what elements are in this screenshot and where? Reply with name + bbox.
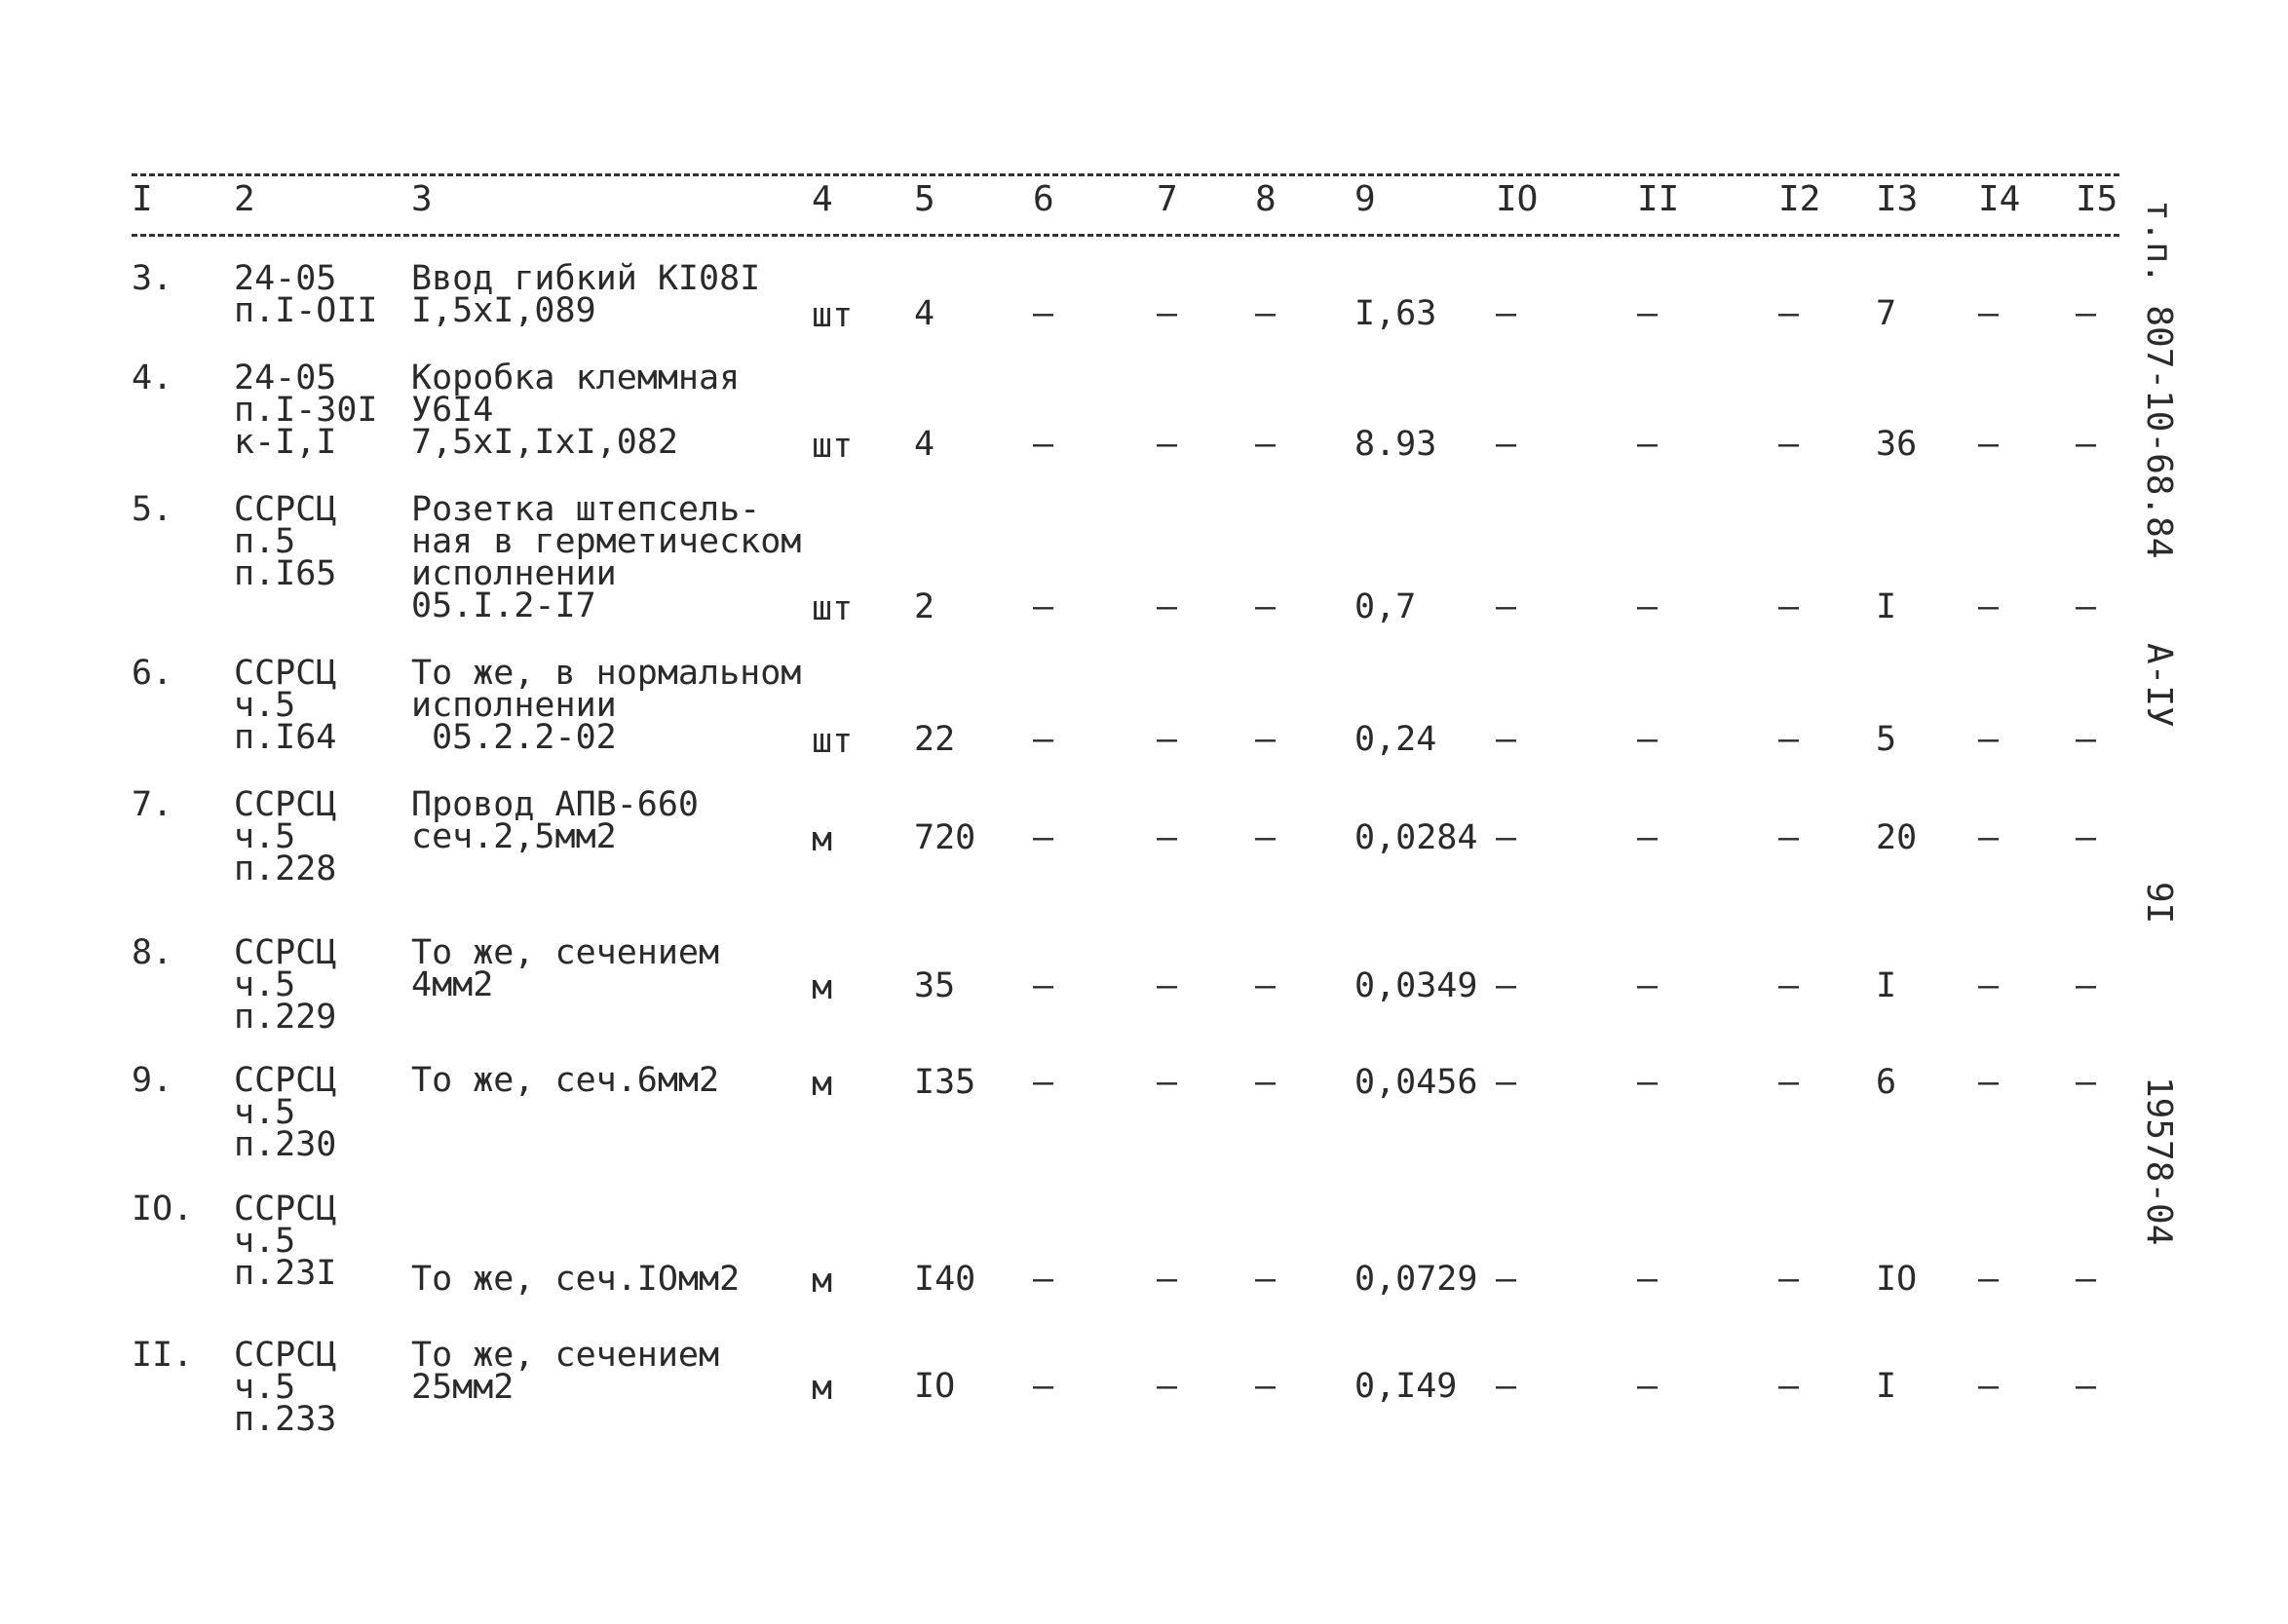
row-col10: – bbox=[1496, 587, 1517, 626]
col-header-6: 6 bbox=[1033, 179, 1054, 219]
row-col11: – bbox=[1637, 294, 1659, 333]
row-col10: – bbox=[1496, 1260, 1517, 1299]
col-header-8: 8 bbox=[1255, 179, 1277, 219]
row-col12: – bbox=[1778, 425, 1800, 464]
row-col7: – bbox=[1157, 818, 1178, 857]
row-quantity: IO bbox=[914, 1367, 956, 1406]
row-col13: 20 bbox=[1876, 818, 1918, 857]
row-col11: – bbox=[1637, 720, 1659, 759]
col-header-14: I4 bbox=[1978, 179, 2021, 219]
row-col12: – bbox=[1778, 1063, 1800, 1102]
row-col12: – bbox=[1778, 587, 1800, 626]
table-top-rule bbox=[132, 173, 2119, 176]
row-col13: 36 bbox=[1876, 425, 1918, 464]
row-col6: – bbox=[1033, 720, 1054, 759]
row-name: То же, сеч.IOмм2 bbox=[411, 1260, 741, 1299]
row-col15: – bbox=[2076, 587, 2097, 626]
row-price: 0,0729 bbox=[1354, 1260, 1478, 1299]
row-col8: – bbox=[1255, 720, 1277, 759]
row-col7: – bbox=[1157, 720, 1178, 759]
row-unit: м bbox=[812, 1369, 833, 1408]
row-col12: – bbox=[1778, 1367, 1800, 1406]
row-col14: – bbox=[1978, 587, 2000, 626]
row-col12: – bbox=[1778, 818, 1800, 857]
row-quantity: 4 bbox=[914, 425, 935, 464]
row-unit: м bbox=[812, 1262, 833, 1301]
row-quantity: 720 bbox=[914, 818, 976, 857]
row-unit: м bbox=[812, 820, 833, 859]
row-quantity: I40 bbox=[914, 1260, 976, 1299]
row-unit: шт bbox=[812, 296, 854, 335]
row-price: 0,0284 bbox=[1354, 818, 1478, 857]
row-col10: – bbox=[1496, 720, 1517, 759]
row-reference: ССРСЦ ч.5 п.229 bbox=[234, 933, 337, 1037]
row-col6: – bbox=[1033, 425, 1054, 464]
row-col12: – bbox=[1778, 720, 1800, 759]
margin-project-code: т.п. 807-10-68.84 bbox=[2139, 200, 2179, 559]
row-number: 7. bbox=[132, 785, 173, 824]
row-col6: – bbox=[1033, 587, 1054, 626]
row-col8: – bbox=[1255, 587, 1277, 626]
row-col14: – bbox=[1978, 818, 2000, 857]
col-header-9: 9 bbox=[1354, 179, 1376, 219]
row-col11: – bbox=[1637, 587, 1659, 626]
row-number: II. bbox=[132, 1336, 194, 1375]
row-unit: шт bbox=[812, 722, 854, 761]
row-price: 0,I49 bbox=[1354, 1367, 1458, 1406]
row-col8: – bbox=[1255, 966, 1277, 1005]
row-quantity: 2 bbox=[914, 587, 935, 626]
row-reference: ССРСЦ ч.5 п.230 bbox=[234, 1061, 337, 1164]
row-number: 4. bbox=[132, 359, 173, 397]
row-reference: ССРСЦ ч.5 п.I64 bbox=[234, 654, 337, 757]
row-unit: шт bbox=[812, 589, 854, 628]
row-col10: – bbox=[1496, 1367, 1517, 1406]
row-col7: – bbox=[1157, 966, 1178, 1005]
row-unit: шт bbox=[812, 427, 854, 466]
col-header-15: I5 bbox=[2076, 179, 2118, 219]
row-reference: ССРСЦ ч.5 п.233 bbox=[234, 1336, 337, 1439]
row-reference: 24-05 п.I-OII bbox=[234, 259, 378, 330]
row-number: IO. bbox=[132, 1190, 194, 1228]
row-col11: – bbox=[1637, 818, 1659, 857]
row-col8: – bbox=[1255, 1260, 1277, 1299]
row-col13: 6 bbox=[1876, 1063, 1897, 1102]
row-col13: I bbox=[1876, 1367, 1897, 1406]
row-col7: – bbox=[1157, 1367, 1178, 1406]
row-col6: – bbox=[1033, 294, 1054, 333]
header-bottom-rule bbox=[132, 234, 2119, 237]
row-col8: – bbox=[1255, 818, 1277, 857]
row-col10: – bbox=[1496, 425, 1517, 464]
row-price: 0,0349 bbox=[1354, 966, 1478, 1005]
row-name: Ввод гибкий KI08I I,5xI,089 bbox=[411, 259, 761, 330]
row-number: 5. bbox=[132, 490, 173, 529]
row-col14: – bbox=[1978, 720, 2000, 759]
col-header-1: I bbox=[132, 179, 153, 219]
col-header-2: 2 bbox=[234, 179, 255, 219]
row-col15: – bbox=[2076, 1260, 2097, 1299]
row-col7: – bbox=[1157, 294, 1178, 333]
row-col7: – bbox=[1157, 1260, 1178, 1299]
row-reference: 24-05 п.I-30I к-I,I bbox=[234, 359, 378, 462]
row-col12: – bbox=[1778, 1260, 1800, 1299]
row-col11: – bbox=[1637, 1367, 1659, 1406]
row-col8: – bbox=[1255, 1063, 1277, 1102]
col-header-4: 4 bbox=[812, 179, 833, 219]
row-col13: I bbox=[1876, 587, 1897, 626]
row-col10: – bbox=[1496, 1063, 1517, 1102]
margin-inventory-number: 19578-04 bbox=[2139, 1076, 2179, 1246]
row-quantity: 22 bbox=[914, 720, 956, 759]
row-col10: – bbox=[1496, 818, 1517, 857]
col-header-5: 5 bbox=[914, 179, 935, 219]
row-price: 0,0456 bbox=[1354, 1063, 1478, 1102]
row-quantity: 4 bbox=[914, 294, 935, 333]
row-col15: – bbox=[2076, 818, 2097, 857]
row-col10: – bbox=[1496, 294, 1517, 333]
row-price: I,63 bbox=[1354, 294, 1437, 333]
row-quantity: 35 bbox=[914, 966, 956, 1005]
row-col8: – bbox=[1255, 294, 1277, 333]
row-number: 9. bbox=[132, 1061, 173, 1100]
row-col12: – bbox=[1778, 966, 1800, 1005]
col-header-10: IO bbox=[1496, 179, 1539, 219]
row-quantity: I35 bbox=[914, 1063, 976, 1102]
row-col14: – bbox=[1978, 425, 2000, 464]
col-header-7: 7 bbox=[1157, 179, 1178, 219]
row-col6: – bbox=[1033, 1063, 1054, 1102]
row-col6: – bbox=[1033, 818, 1054, 857]
row-name: Провод АПВ-660 сеч.2,5мм2 bbox=[411, 785, 700, 856]
row-col14: – bbox=[1978, 966, 2000, 1005]
row-col11: – bbox=[1637, 1260, 1659, 1299]
row-name: То же, в нормальном исполнении 05.2.2-02 bbox=[411, 654, 802, 757]
margin-album: А-IУ bbox=[2139, 643, 2179, 728]
row-col8: – bbox=[1255, 1367, 1277, 1406]
row-col11: – bbox=[1637, 425, 1659, 464]
row-col14: – bbox=[1978, 1260, 2000, 1299]
row-col6: – bbox=[1033, 1367, 1054, 1406]
row-col7: – bbox=[1157, 425, 1178, 464]
row-reference: ССРСЦ ч.5 п.23I bbox=[234, 1190, 337, 1293]
row-price: 0,7 bbox=[1354, 587, 1417, 626]
row-col7: – bbox=[1157, 1063, 1178, 1102]
row-col14: – bbox=[1978, 1063, 2000, 1102]
row-number: 6. bbox=[132, 654, 173, 693]
row-name: Коробка клеммная У6I4 7,5xI,IxI,082 bbox=[411, 359, 741, 462]
row-col6: – bbox=[1033, 1260, 1054, 1299]
col-header-3: 3 bbox=[411, 179, 433, 219]
row-col13: 7 bbox=[1876, 294, 1897, 333]
row-col15: – bbox=[2076, 425, 2097, 464]
row-col12: – bbox=[1778, 294, 1800, 333]
row-number: 8. bbox=[132, 933, 173, 972]
row-reference: ССРСЦ ч.5 п.228 bbox=[234, 785, 337, 888]
col-header-11: II bbox=[1637, 179, 1680, 219]
row-col10: – bbox=[1496, 966, 1517, 1005]
row-col15: – bbox=[2076, 294, 2097, 333]
row-price: 8.93 bbox=[1354, 425, 1437, 464]
row-col15: – bbox=[2076, 1367, 2097, 1406]
row-col11: – bbox=[1637, 966, 1659, 1005]
row-name: То же, сечением 4мм2 bbox=[411, 933, 720, 1004]
row-col14: – bbox=[1978, 1367, 2000, 1406]
row-price: 0,24 bbox=[1354, 720, 1437, 759]
row-number: 3. bbox=[132, 259, 173, 298]
row-col13: IO bbox=[1876, 1260, 1918, 1299]
row-col11: – bbox=[1637, 1063, 1659, 1102]
margin-page-number: 9I bbox=[2139, 882, 2179, 925]
col-header-12: I2 bbox=[1778, 179, 1821, 219]
row-col8: – bbox=[1255, 425, 1277, 464]
row-col6: – bbox=[1033, 966, 1054, 1005]
row-name: Розетка штепсель- ная в герметическом исполнении 05.I.2-I7 bbox=[411, 490, 802, 625]
row-col13: I bbox=[1876, 966, 1897, 1005]
row-col15: – bbox=[2076, 720, 2097, 759]
col-header-13: I3 bbox=[1876, 179, 1919, 219]
row-col15: – bbox=[2076, 1063, 2097, 1102]
row-unit: м bbox=[812, 968, 833, 1007]
row-unit: м bbox=[812, 1065, 833, 1104]
row-col7: – bbox=[1157, 587, 1178, 626]
row-reference: ССРСЦ п.5 п.I65 bbox=[234, 490, 337, 593]
row-col15: – bbox=[2076, 966, 2097, 1005]
row-col14: – bbox=[1978, 294, 2000, 333]
row-col13: 5 bbox=[1876, 720, 1897, 759]
row-name: То же, сечением 25мм2 bbox=[411, 1336, 720, 1407]
row-name: То же, сеч.6мм2 bbox=[411, 1061, 720, 1100]
